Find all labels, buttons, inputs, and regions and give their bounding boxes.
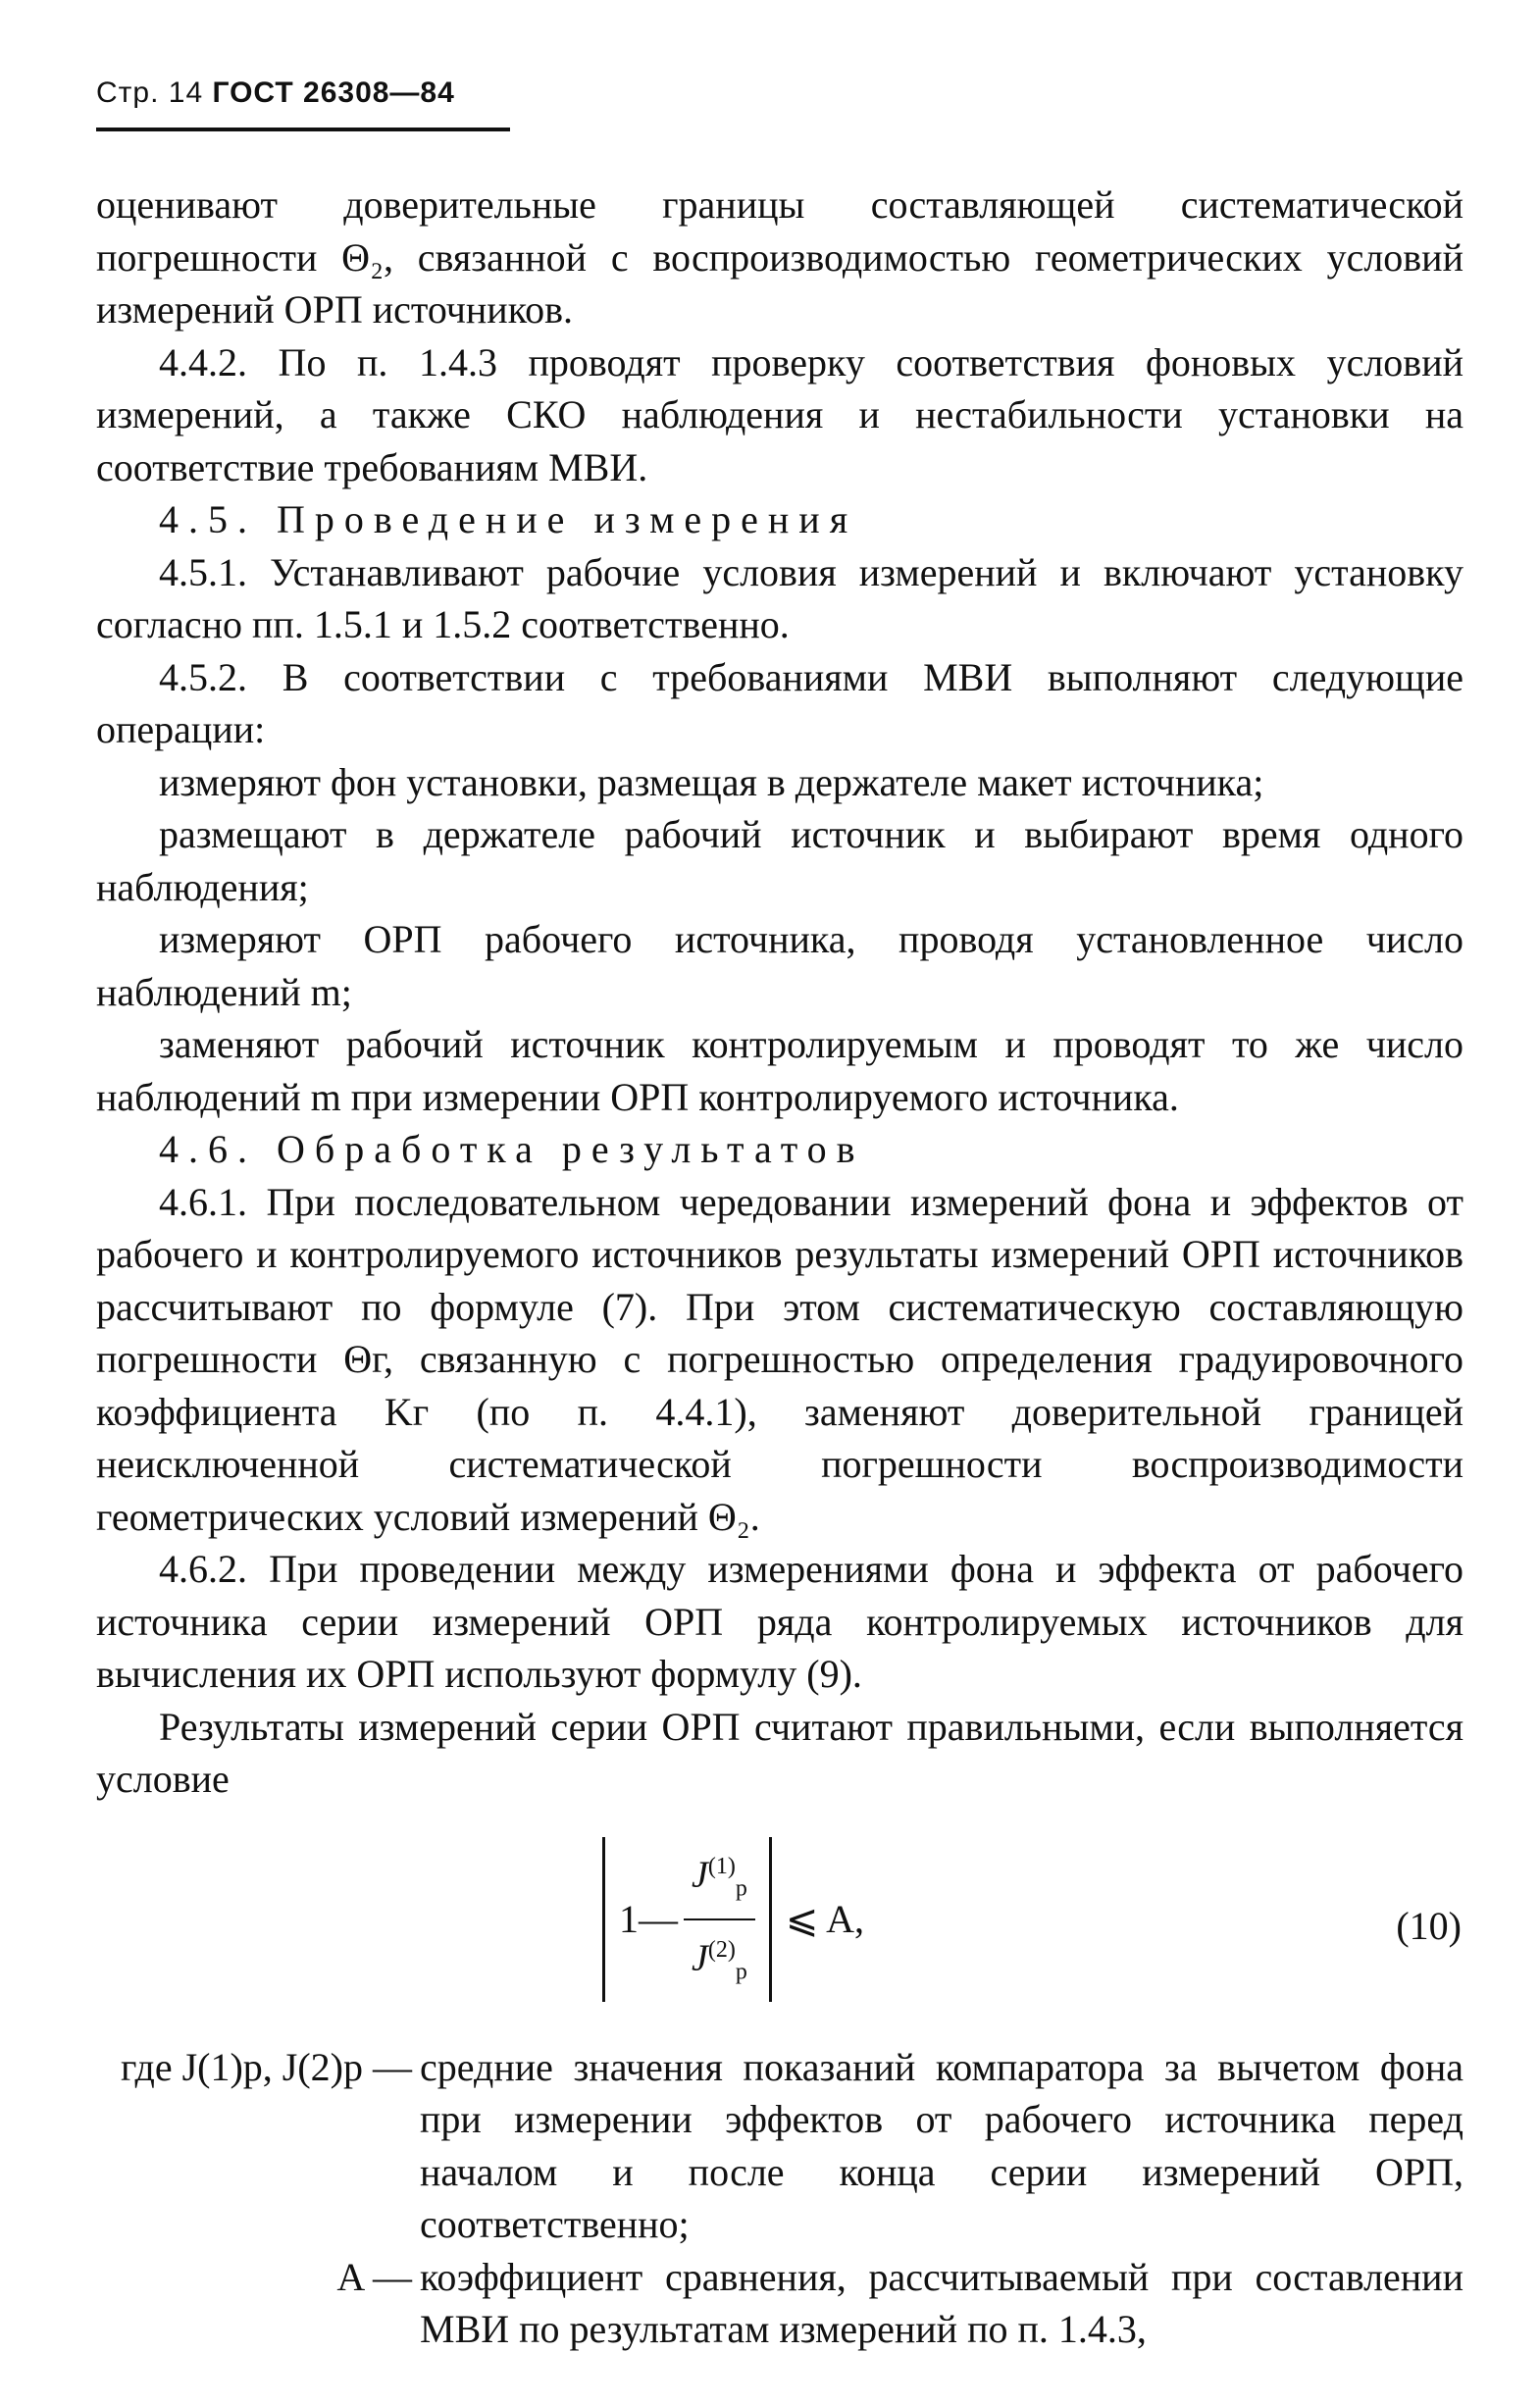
list-item: измеряют ОРП рабочего источника, проводя установленное число наблюдений m; xyxy=(96,917,1463,1014)
standard-id: ГОСТ 26308—84 xyxy=(212,77,455,109)
section-heading: 4.6. Обработка результатов xyxy=(159,1127,865,1171)
list-item: измеряют фон установки, размещая в держателе макет источника; xyxy=(159,759,1264,804)
section-heading: 4.5. Проведение измерения xyxy=(159,497,858,541)
equation-one: 1— xyxy=(619,1896,678,1941)
paragraph: 4.4.2. По п. 1.4.3 проводят проверку соответствия фоновых условий измерений, а также СКО наблюдения и нестабильности установки на соответствие требованиям МВИ. xyxy=(96,339,1463,489)
paragraph: 4.6.1. При последовательном чередовании измерений фона и эффектов от рабочего и контролируемого источников результаты измерений ОРП источников рассчитывают по формуле (7). При этом систематическую составляющую погрешности Θг, связанную с погрешностью определения градуировочного коэффициента Kг (по п. 4.4.1), заменяют доверительной границей неисключенной систематической погрешности воспроизводимости геометрических условий измерений Θ₂. xyxy=(96,1179,1463,1539)
paragraph: Результаты измерений серии ОРП считают правильными, если выполняется условие xyxy=(96,1704,1463,1801)
list-item: размещают в держателе рабочий источник и выбирают время одного наблюдения; xyxy=(96,812,1463,909)
definition-text: коэффициент сравнения, рассчитываемый при составлении МВИ по результатам измерений по п. 1.4.3, xyxy=(420,2254,1463,2351)
list-item: заменяют рабочий источник контролируемым и проводят то же число наблюдений m при измерении ОРП контролируемого источника. xyxy=(96,1022,1463,1119)
definition-text: средние значения показаний компаратора за вычетом фона при измерении эффектов от рабочего источника перед началом и после конца серии измерений ОРП, соответственно; xyxy=(420,2044,1463,2246)
document-body xyxy=(96,179,1463,2356)
paragraph: 4.6.2. При проведении между измерениями фона и эффекта от рабочего источника серии измерений ОРП ряда контролируемых источников для вычисления их ОРП используют формулу (9). xyxy=(96,1547,1463,1696)
fraction-numerator: $J^{(1)}_р$ xyxy=(692,1854,747,1902)
definitions-list xyxy=(96,2041,1463,2356)
fraction xyxy=(684,1837,755,2001)
page-header xyxy=(96,77,455,110)
header-rule xyxy=(96,128,510,131)
definition-term: A — xyxy=(336,2254,412,2299)
paragraph: оценивают доверительные границы составляющей систематической погрешности Θ₂, связанной с воспроизводимостью геометрических условий измерений ОРП источников. xyxy=(96,182,1463,332)
page-number: Стр. 14 xyxy=(96,77,204,109)
paragraph: 4.5.1. Устанавливают рабочие условия измерений и включают установку согласно пп. 1.5.1 и 1.5.2 соответственно. xyxy=(96,549,1463,646)
equation-rhs: ⩽ A, xyxy=(785,1896,865,1941)
absolute-value xyxy=(602,1837,772,2002)
definition-term: где J(1)р, J(2)р — xyxy=(121,2044,412,2089)
equation-expression xyxy=(602,1831,864,2008)
equation-number: (10) xyxy=(1396,1903,1462,1948)
equation-10 xyxy=(96,1825,1463,2041)
fraction-denominator: $J^{(2)}_р$ xyxy=(692,1936,747,1984)
paragraph: 4.5.2. В соответствии с требованиями МВИ выполняют следующие операции: xyxy=(96,654,1463,751)
